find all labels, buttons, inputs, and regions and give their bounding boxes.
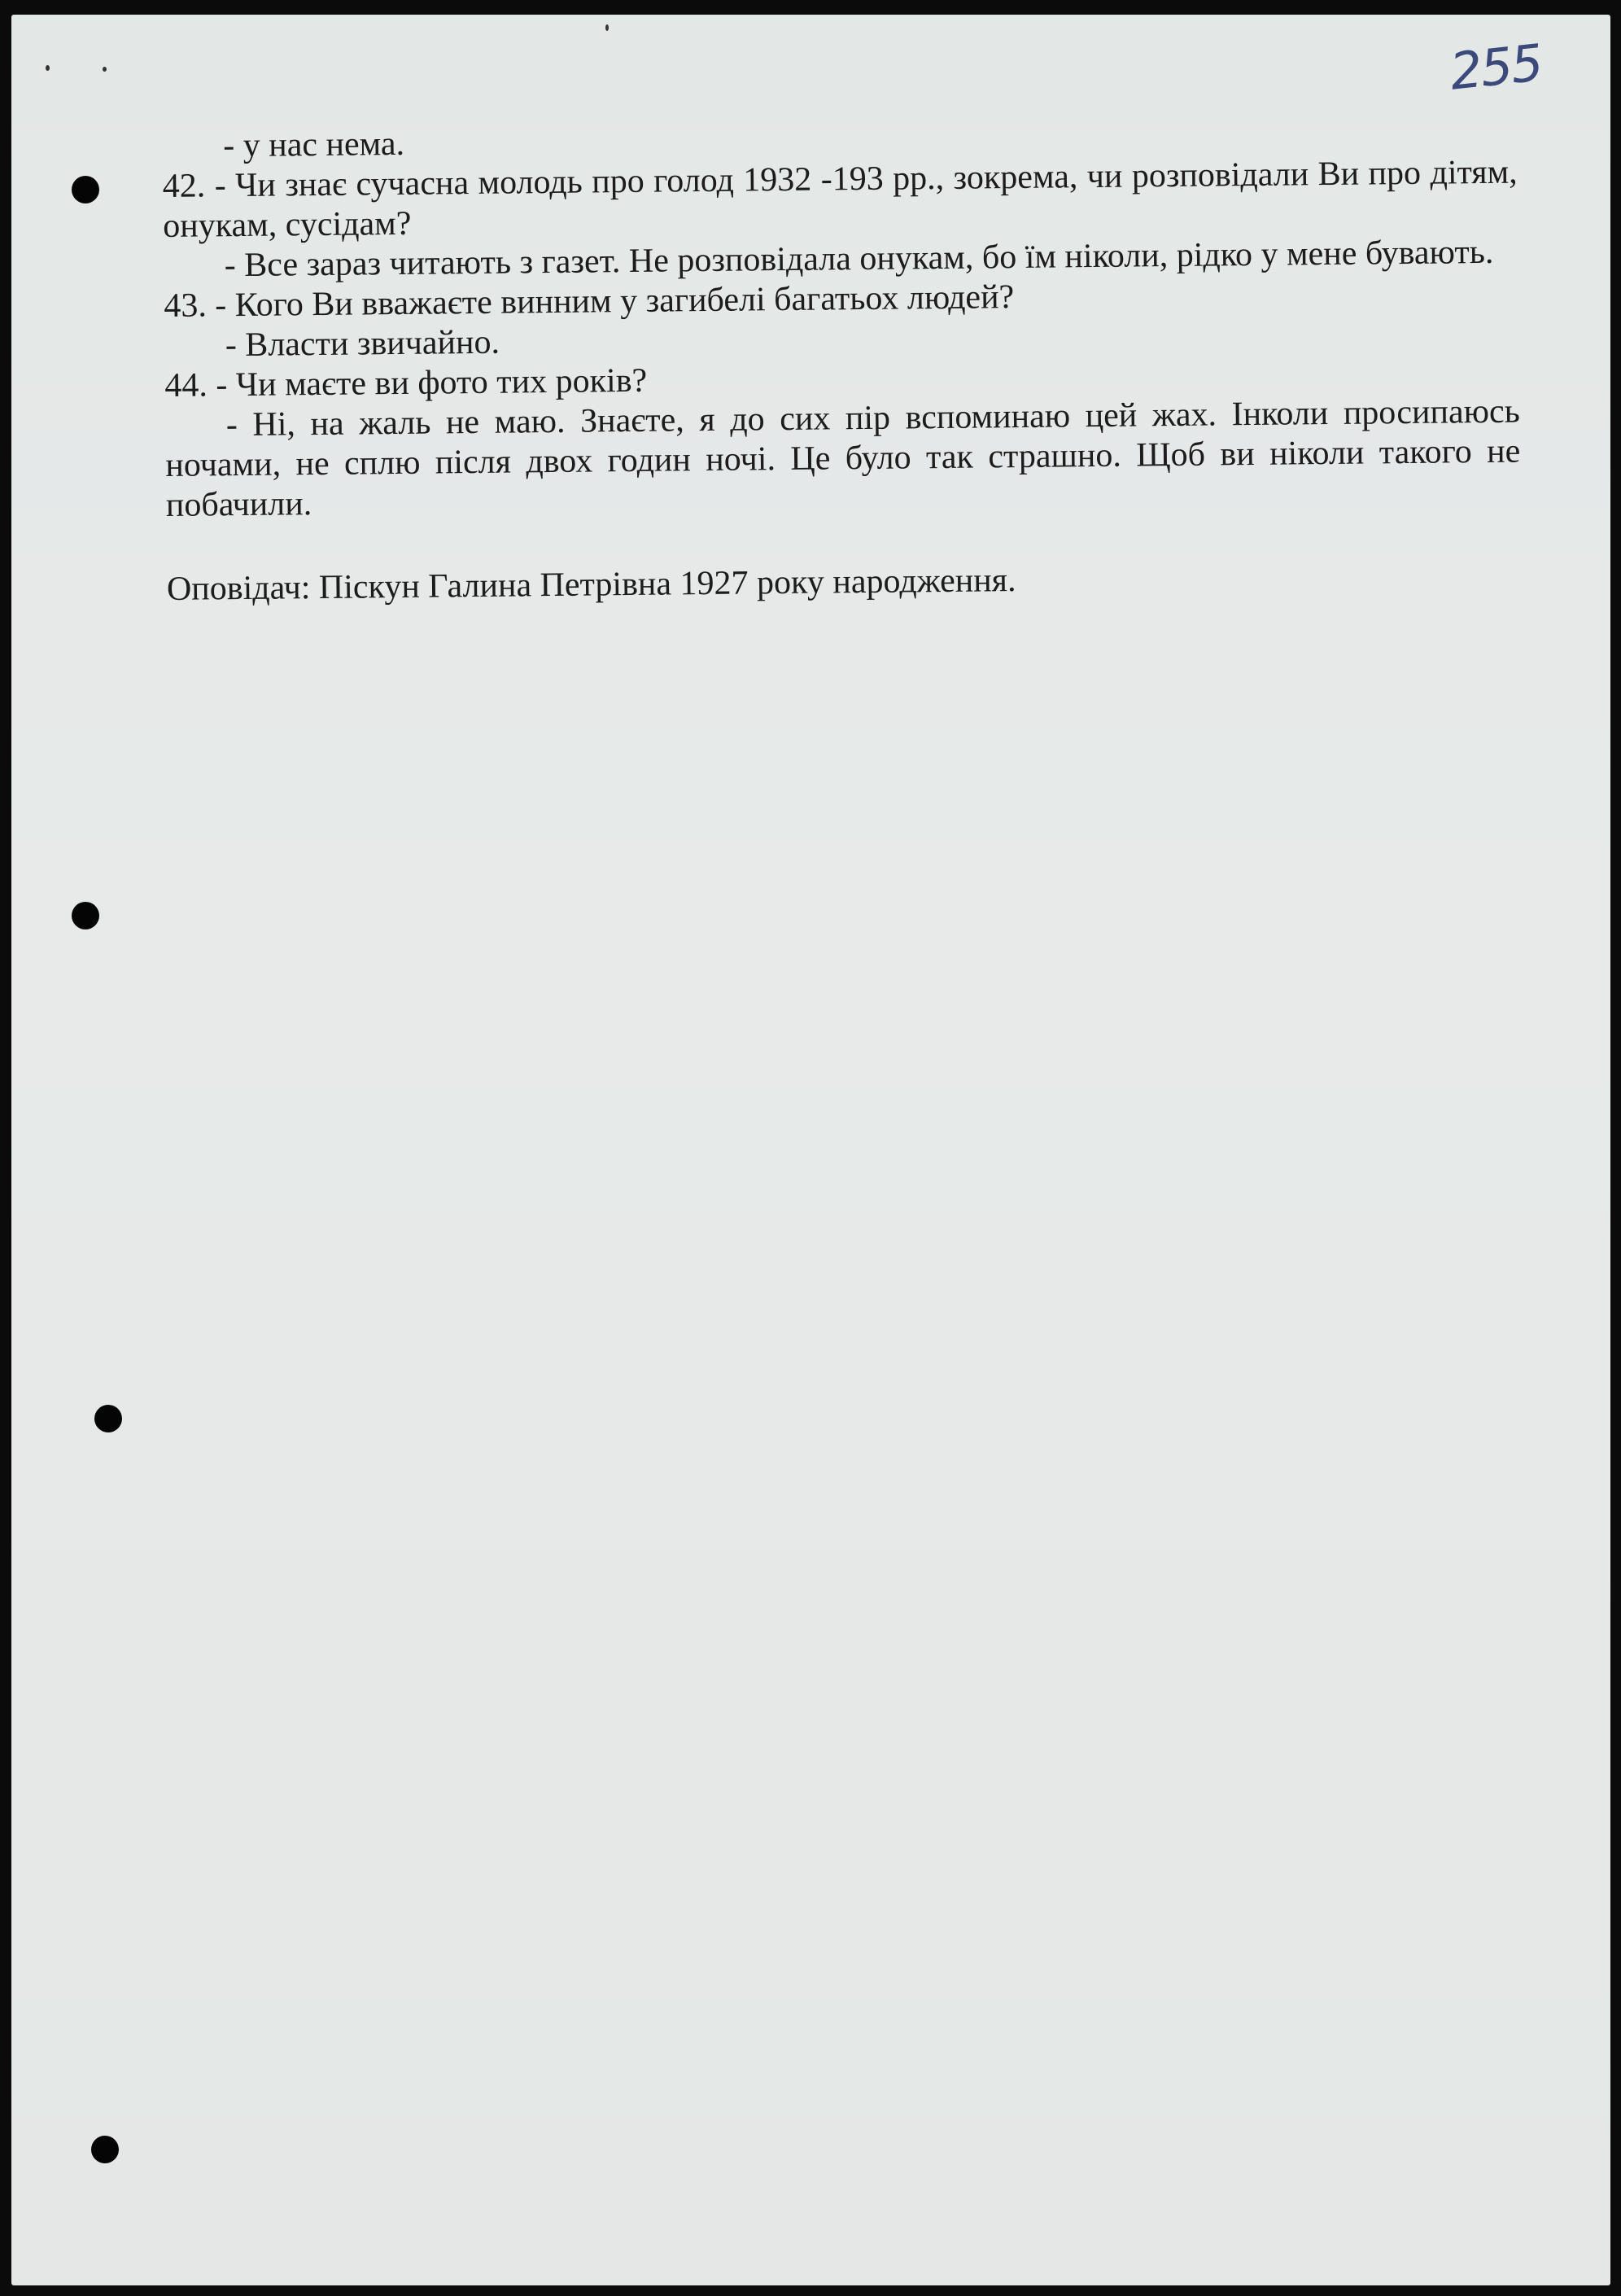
- answer-42: - Все зараз читають з газет. Не розповідала онукам, бо їм ніколи, рідко у мене бувають.: [224, 233, 1494, 285]
- speck: [46, 65, 50, 71]
- speck: [103, 67, 107, 72]
- interview-text: [162, 113, 1522, 610]
- answer-44: - Ні, на жаль не маю. Знаєте, я до сих пір вспоминаю цей жах. Інколи просипаюсь ночами, не сплю після двох годин ночі. Це було так страшно. Щоб ви ніколи такого не побачили.: [165, 392, 1521, 524]
- punch-hole: [72, 902, 99, 929]
- question-42: 42. - Чи знає сучасна молодь про голод 1932 -193 рр., зокрема, чи розповідали Ви про дітям, онукам, сусідам?: [162, 153, 1518, 245]
- punch-hole: [91, 2136, 119, 2163]
- narrator-line: Оповідач: Піскун Галина Петрівна 1927 року народження.: [166, 562, 1016, 608]
- punch-hole: [94, 1405, 122, 1432]
- question-43: 43. - Кого Ви вважаєте винним у загибелі багатьох людей?: [164, 278, 1015, 325]
- answer-43: - Власти звичайно.: [225, 323, 500, 365]
- question-44: 44. - Чи маєте ви фото тих років?: [164, 361, 648, 405]
- document-page: [11, 15, 1610, 2285]
- punch-hole: [72, 176, 99, 203]
- answer-41: - у нас нема.: [223, 125, 405, 165]
- speck: [605, 24, 609, 31]
- page-number: 255: [1447, 33, 1545, 102]
